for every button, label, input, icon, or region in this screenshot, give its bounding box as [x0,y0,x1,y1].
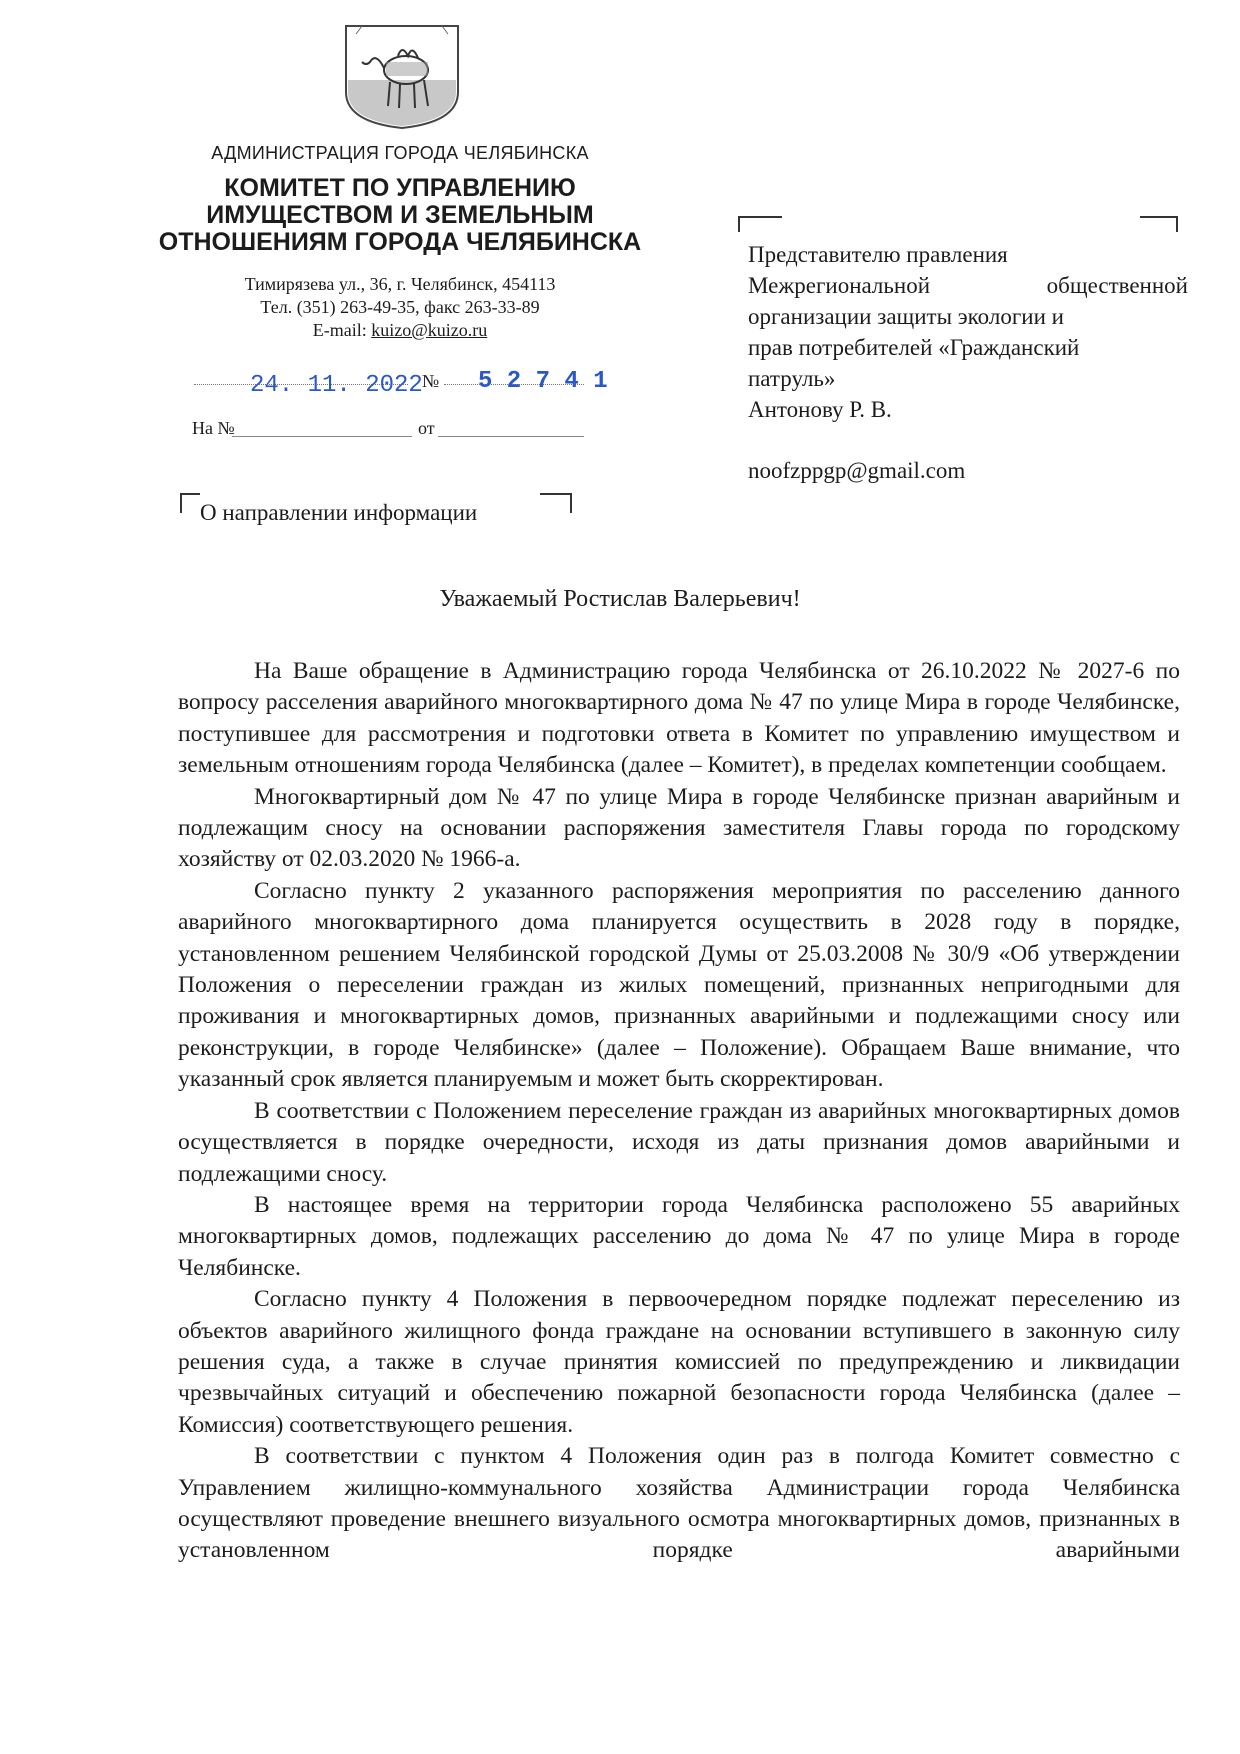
committee-email-line [150,319,650,342]
recipient-line: Представителю правления [748,242,1008,267]
body-paragraph: В соответствии с пунктом 4 Положения один раз в полгода Комитет совместно с Управлением жилищно-коммунального хозяйства Администрации города Челябинска осуществляют проведение внешнего визуального осмотра многоквартирных домов, признанных в установленном порядке аварийными [178,1443,1180,1564]
registration-date: 24. 11. 2022 [250,372,423,399]
ref-from-line [438,436,584,437]
recipient-email[interactable]: noofzppgp@gmail.com [748,458,966,483]
committee-line: ИМУЩЕСТВОМ И ЗЕМЕЛЬНЫМ [206,201,594,229]
subject-corner-right [540,493,572,513]
body-paragraph: Согласно пункту 2 указанного распоряжения мероприятия по расселению данного аварийного многоквартирного дома планируется осуществить в 2028 году в порядке, установленном решением Челябинской городской Думы от 25.03.2008 № 30/9 «Об утверждении Положения о переселении граждан из жилых помещений, признанных непригодными для проживания и многоквартирных домов, признанных аварийными и подлежащими сносу или реконструкции, в городе Челябинске» (далее – Положение). Обращаем Ваше внимание, что указанный срок является планируемым и может быть скорректирован. [178,877,1180,1093]
committee-email-link[interactable]: kuizo@kuizo.ru [371,320,488,340]
registration-number: 5 2 7 4 1 [478,368,608,395]
body-paragraph: Многоквартирный дом № 47 по улице Мира в городе Челябинске признан аварийным и подлежащим сносу на основании распоряжения заместителя Главы города по городскому хозяйству от 02.03.2020 № 1966-а. [178,783,1180,873]
committee-address: Тимирязева ул., 36, г. Челябинск, 454113 [244,274,556,294]
committee-line: КОМИТЕТ ПО УПРАВЛЕНИЮ [224,174,576,202]
committee-line: ОТНОШЕНИЯМ ГОРОДА ЧЕЛЯБИНСКА [158,228,642,256]
number-label: № [422,371,440,391]
email-label: E-mail: [312,320,372,340]
recipient-line: прав потребителей «Гражданский [748,335,1080,360]
ref-number-line [232,436,412,437]
letter-subject: О направлении информации [200,500,478,525]
recipient-line: патруль» [748,366,836,391]
subject-corner-left [180,493,200,513]
body-paragraph: В настоящее время на территории города Челябинска расположено 55 аварийных многоквартирных домов, подлежащих расселению до дома № 47 по улице Мира в городе Челябинске. [178,1191,1180,1281]
body-paragraph: На Ваше обращение в Администрацию города Челябинска от 26.10.2022 № 2027-6 по вопросу расселения аварийного многоквартирного дома № 47 по улице Мира в городе Челябинске, поступившее для рассмотрения и подготовки ответа в Комитет по управлению имуществом и земельным отношениям города Челябинска (далее – Комитет), в пределах компетенции сообщаем. [178,658,1180,779]
recipient-block [748,239,1188,425]
recipient-corner-left [738,216,782,232]
recipient-corner-right [1140,216,1178,232]
coat-of-arms-emblem [342,22,462,132]
administration-name: АДМИНИСТРАЦИЯ ГОРОДА ЧЕЛЯБИНСКА [211,143,589,163]
committee-phone: Тел. (351) 263-49-35, факс 263-33-89 [260,297,540,317]
ref-number-label: На № [192,418,235,438]
body-paragraph: Согласно пункту 4 Положения в первоочередном порядке подлежат переселению из объектов аварийного жилищного фонда граждане на основании вступившего в законную силу решения суда, а также в случае принятия комиссией по предупреждению и ликвидации чрезвычайных ситуаций и обеспечению пожарной безопасности города Челябинска (далее – Комиссия) соответствующего решения. [178,1286,1180,1438]
letter-body [178,656,1180,1567]
recipient-line: Межрегиональной общественной [748,273,1188,298]
committee-name [110,175,690,256]
body-paragraph: В соответствии с Положением переселение граждан из аварийных многоквартирных домов осуществляется в порядке очередности, исходя из даты признания домов аварийными и подлежащими сносу. [178,1097,1180,1187]
ref-from-label: от [418,418,435,438]
recipient-line: организации защиты экологии и [748,304,1064,329]
greeting: Уважаемый Ростислав Валерьевич! [439,586,801,612]
recipient-name: Антонову Р. В. [748,397,892,422]
